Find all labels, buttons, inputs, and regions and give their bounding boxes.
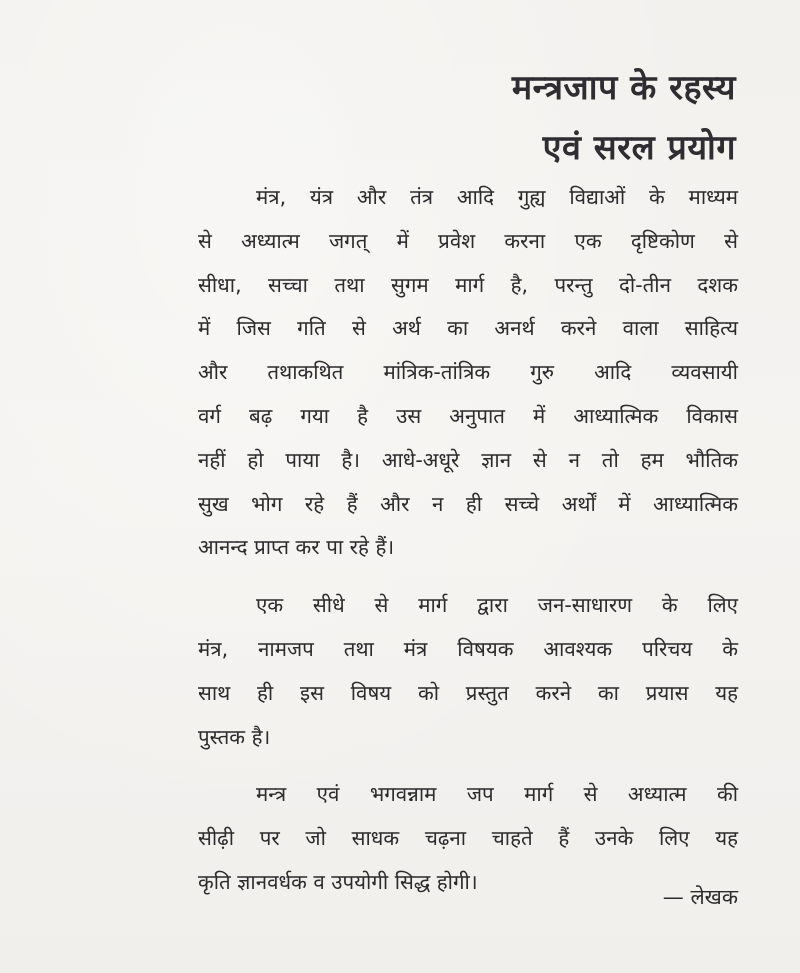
text-line: साथ ही इस विषय को प्रस्तुत करने का प्रयास यह bbox=[198, 680, 738, 705]
text-line: आनन्द प्राप्त कर पा रहे हैं। bbox=[198, 535, 395, 560]
text-line: कृति ज्ञानवर्धक व उपयोगी सिद्ध होगी। bbox=[198, 869, 478, 894]
text-line: से अध्यात्म जगत् में प्रवेश करना एक दृष्टिकोण से bbox=[198, 228, 738, 253]
text-line: और तथाकथित मांत्रिक-तांत्रिक गुरु आदि व्यवसायी bbox=[198, 360, 738, 385]
text-line: मन्त्र एवं भगवन्नाम जप मार्ग से अध्यात्म की bbox=[256, 782, 738, 807]
text-line: सीधा, सच्चा तथा सुगम मार्ग है, परन्तु दो-तीन दशक bbox=[198, 272, 738, 297]
page-title bbox=[512, 58, 736, 178]
paragraph-2 bbox=[198, 584, 738, 759]
preface-body bbox=[198, 176, 738, 905]
title-line-1: मन्त्रजाप के रहस्य bbox=[511, 68, 736, 108]
text-line: सीढ़ी पर जो साधक चढ़ना चाहते हैं उनके लिए यह bbox=[198, 826, 738, 851]
paragraph-3 bbox=[198, 773, 738, 904]
text-line: मंत्र, नामजप तथा मंत्र विषयक आवश्यक परिचय के bbox=[198, 636, 738, 661]
bleed-through-text bbox=[40, 8, 46, 29]
text-line: नहीं हो पाया है। आधे-अधूरे ज्ञान से न तो हम भौतिक bbox=[198, 447, 738, 472]
text-line: वर्ग बढ़ गया है उस अनुपात में आध्यात्मिक विकास bbox=[198, 403, 738, 428]
text-line: में जिस गति से अर्थ का अनर्थ करने वाला साहित्य bbox=[198, 316, 738, 341]
author-signature: — लेखक bbox=[662, 885, 738, 909]
paragraph-1 bbox=[198, 176, 738, 570]
text-line: मंत्र, यंत्र और तंत्र आदि गुह्य विद्याओं के माध्यम bbox=[256, 185, 738, 209]
title-line-2: एवं सरल प्रयोग bbox=[542, 128, 736, 168]
text-line: सुख भोग रहे हैं और न ही सच्चे अर्थों में आध्यात्मिक bbox=[198, 491, 738, 516]
text-line: पुस्तक है। bbox=[198, 724, 271, 749]
text-line: एक सीधे से मार्ग द्वारा जन-साधारण के लिए bbox=[256, 593, 738, 618]
